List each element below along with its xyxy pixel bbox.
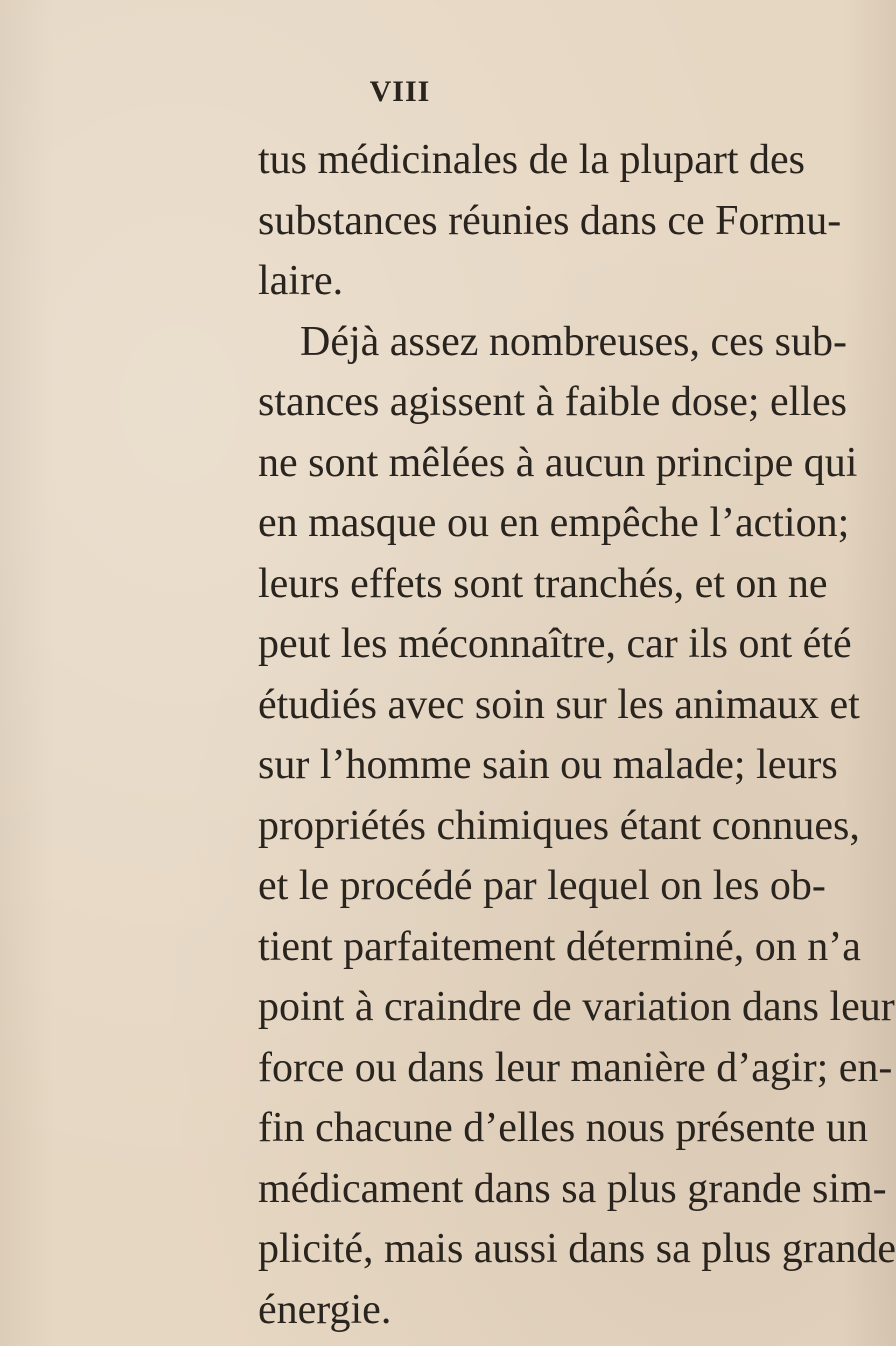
text-line: fin chacune d’elles nous présente un [258, 1105, 868, 1151]
text-line: Déjà assez nombreuses, ces sub- [300, 318, 847, 365]
text-line: propriétés chimiques étant connues, [258, 802, 860, 849]
text-line: tient parfaitement déterminé, on n’a [258, 923, 861, 970]
text-line: énergie. [258, 1286, 392, 1333]
text-line: point à craindre de variation dans leur [258, 984, 895, 1030]
text-line: stances agissent à faible dose; elles [258, 379, 847, 425]
text-line: force ou dans leur manière d’agir; en- [258, 1044, 893, 1091]
text-line: médicament dans sa plus grande sim- [258, 1165, 887, 1212]
text-line: et le procédé par lequel on les ob- [258, 863, 826, 909]
text-line: sur l’homme sain ou malade; leurs [258, 742, 838, 788]
page-number: VIII [369, 75, 431, 108]
text-line: plicité, mais aussi dans sa plus grande [258, 1226, 896, 1272]
body-text [258, 130, 896, 1340]
text-line: substances réunies dans ce Formu- [258, 197, 842, 244]
text-line: peut les méconnaître, car ils ont été [258, 621, 852, 667]
text-line: en masque ou en empêche l’action; [258, 500, 850, 546]
text-line: ne sont mêlées à aucun principe qui [258, 439, 858, 486]
text-line: leurs effets sont tranchés, et on ne [258, 560, 828, 607]
text-line: tus médicinales de la plupart des [258, 137, 806, 183]
text-line: laire. [258, 258, 344, 304]
text-line: étudiés avec soin sur les animaux et [258, 681, 860, 728]
